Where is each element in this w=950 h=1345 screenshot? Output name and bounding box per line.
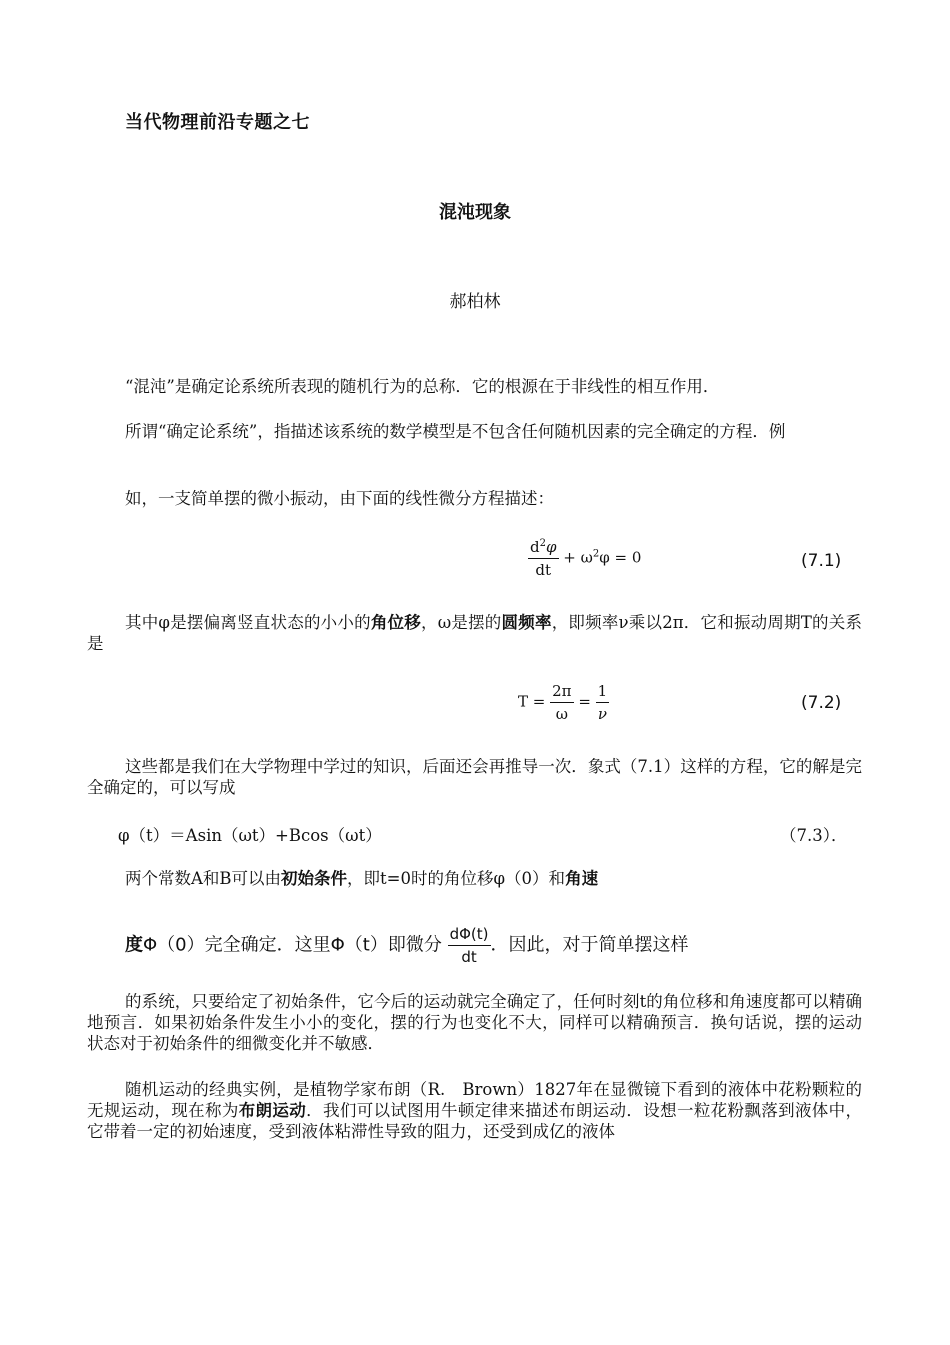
paragraph-5: 这些都是我们在大学物理中学过的知识，后面还会再推导一次．象式（7.1）这样的方程，它的解是完全确定的，可以写成 bbox=[87, 757, 862, 797]
eq2-fraction-2: $\frac{1}{\nu}$ bbox=[597, 682, 608, 723]
series-title: 当代物理前沿专题之七 bbox=[125, 112, 310, 133]
paragraph-7: 度Φ（0）完全确定．这里Φ（t）即微分 $\frac{d\Phi(t)}{dt}$ ．因此，对于简单摆这样 bbox=[125, 925, 689, 966]
eq1-fraction: $\frac{d^2\varphi}{dt}$ bbox=[530, 538, 557, 579]
paragraph-9: 随机运动的经典实例，是植物学家布朗（R. Brown）1827年在显微镜下看到的液体中花粉颗粒的无规运动，现在称为布朗运动．我们可以试图用牛顿定律来描述布朗运动．设想一粒花粉飘落到液体中，它带着一定的初始速度，受到液体粘滞性导致的阻力，还受到成亿的液体 bbox=[87, 1080, 863, 1141]
paragraph-8: 的系统，只要给定了初始条件，它今后的运动就完全确定了，任何时刻t的角位移和角速度都可以精确地预言．如果初始条件发生小小的变化，摆的行为也变化不大，同样可以精确预言．换句话说，摆的运动状态对于初始条件的细微变化并不敏感． bbox=[87, 992, 862, 1053]
eq2-fraction-1: $\frac{2\pi}{\omega}$ bbox=[552, 682, 572, 723]
equation-7-3: φ（t）＝Asin（ωt）+Bcos（ωt） bbox=[118, 826, 382, 845]
author: 郝柏林 bbox=[449, 292, 501, 312]
article-title: 混沌现象 bbox=[439, 202, 511, 223]
paragraph-3: 如，一支简单摆的微小振动，由下面的线性微分方程描述： bbox=[125, 489, 554, 508]
equation-number-7-1: (7.1) bbox=[801, 551, 842, 571]
derivative-fraction: $\frac{d\Phi(t)}{dt}$ bbox=[449, 925, 489, 966]
paragraph-6: 两个常数A和B可以由初始条件，即t=0时的角位移φ（0）和角速 bbox=[125, 869, 599, 888]
equation-number-7-2: (7.2) bbox=[801, 693, 842, 713]
paragraph-1: “混沌”是确定论系统所表现的随机行为的总称．它的根源在于非线性的相互作用． bbox=[125, 377, 720, 396]
equation-number-7-3: （7.3）． bbox=[780, 826, 848, 845]
paragraph-2: 所谓“确定论系统”，指描述该系统的数学模型是不包含任何随机因素的完全确定的方程．例 bbox=[125, 422, 786, 441]
equation-7-2: T = $\frac{2\pi}{\omega}$ = $\frac{1}{\nu}$ bbox=[518, 682, 608, 723]
equation-7-1: $\frac{d^2\varphi}{dt}$ + $\omega^2\varphi = 0$ bbox=[530, 538, 642, 579]
paragraph-4: 其中φ是摆偏离竖直状态的小小的角位移，ω是摆的圆频率，即频率ν乘以2π．它和振动周期T的关系是 bbox=[87, 613, 862, 653]
